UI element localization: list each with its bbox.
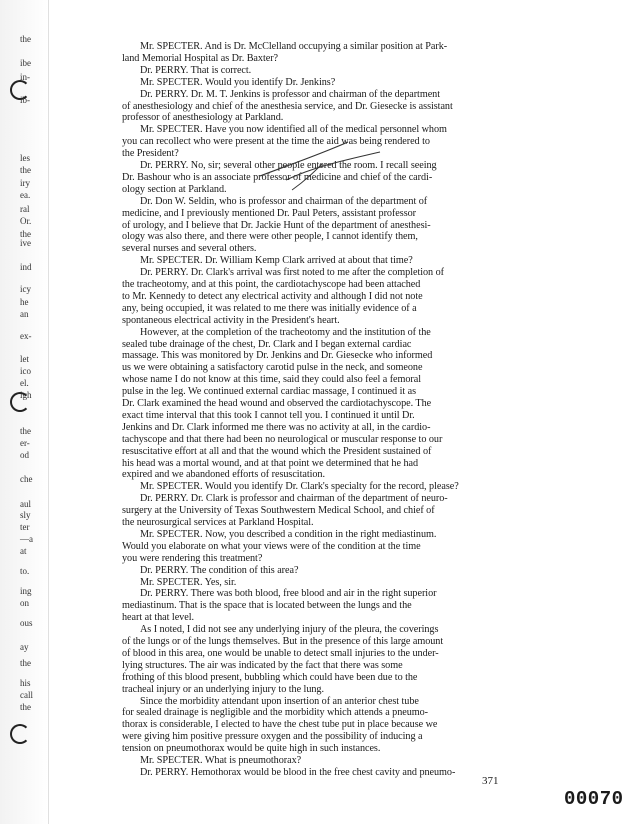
punch-hole-bottom [10, 724, 30, 744]
gutter-fragment: Or. [20, 216, 32, 226]
text-line: the neurosurgical services at Parkland Hospital. [122, 517, 314, 528]
text-line: Dr. PERRY. The condition of this area? [140, 564, 299, 576]
text-line: of urology, and I believe that Dr. Jackie Hunt of the department of anesthesi- [122, 219, 431, 231]
gutter-fragment: call [20, 690, 33, 700]
text-line: Mr. SPECTER. Have you now identified all of the medical personnel whom [140, 124, 447, 136]
text-line: were giving him positive pressure oxygen and the possibility of inducing a [122, 731, 423, 743]
page-number: 371 [482, 775, 499, 787]
text-line: Dr. Clark examined the head wound and observed the cardiotachyscope. The [122, 398, 432, 409]
text-line: Dr. PERRY. No, sir; several other people entered the room. I recall seeing [140, 160, 437, 171]
text-line: us we were obtaining a satisfactory carotid pulse in the neck, and someone [122, 362, 423, 374]
gutter-fragment: er- [20, 438, 30, 448]
gutter-fragment: icy [20, 284, 31, 294]
gutter-fragment: the [20, 658, 31, 668]
gutter-fragment: ea. [20, 190, 31, 200]
text-line: Dr. PERRY. Dr. M. T. Jenkins is professor and chairman of the department [140, 88, 441, 100]
gutter-fragment: at [20, 546, 27, 556]
text-line: Mr. SPECTER. What is pneumothorax? [140, 755, 302, 766]
gutter-fragment: to. [20, 566, 30, 576]
gutter-fragment: let [20, 354, 29, 364]
text-line: Dr. PERRY. There was both blood, free blood and air in the right superior [140, 588, 437, 600]
text-line: Mr. SPECTER. Would you identify Dr. Clark's specialty for the record, please? [140, 481, 459, 493]
text-line: tachyscope and that there had been no neurological or muscular response to our [122, 433, 443, 445]
text-line: his head was a mortal wound, and at that point we determined that he had [122, 457, 418, 469]
gutter-fragment: od [20, 450, 29, 460]
text-line: of blood in this area, one would be unable to detect small injuries to the under- [122, 647, 439, 659]
gutter-fragment: igh [20, 390, 32, 400]
text-line: professor of anesthesiology at Parkland. [122, 112, 284, 124]
gutter-fragment: —a [20, 534, 33, 544]
gutter-fragment: on [20, 598, 29, 608]
text-line: lying structures. The air was indicated by the fact that there was some [122, 659, 403, 671]
gutter-fragment: an [20, 309, 29, 319]
text-line: whose name I do not know at this time, said they could also feel a femoral [122, 374, 422, 386]
text-line: exact time interval that this took I cannot tell you. I continued it until Dr. [122, 409, 415, 421]
text-line: expired and we abandoned efforts of resuscitation. [122, 469, 325, 481]
gutter-fragment: the [20, 165, 31, 175]
text-line: sealed tube drainage of the chest, Dr. Clark and I began external cardiac [122, 338, 412, 350]
text-line: heart at that level. [122, 612, 194, 624]
pen-scribble-mark [256, 136, 396, 196]
text-line: for sealed drainage is negligible and the morbidity which attends a pneumo- [122, 707, 429, 719]
text-line: Dr. PERRY. Hemothorax would be blood in the free chest cavity and pneumo- [140, 766, 456, 778]
text-line: Mr. SPECTER. Now, you described a condition in the right mediastinum. [140, 528, 437, 540]
gutter-fragment: che [20, 474, 33, 484]
text-line: you can recollect who were present at the time the aid was being rendered to [122, 136, 430, 148]
text-line: land Memorial Hospital as Dr. Baxter? [122, 52, 279, 64]
gutter-fragment: the [20, 229, 31, 239]
gutter-fragment: in- [20, 72, 30, 82]
text-line: pulse in the leg. We continued external cardiac massage, I continued it as [122, 386, 417, 398]
text-line: Mr. SPECTER. Dr. William Kemp Clark arrived at about that time? [140, 255, 413, 267]
text-line: spontaneous electrical activity in the President's heart. [122, 314, 340, 326]
text-line: Dr. PERRY. That is correct. [140, 64, 252, 76]
text-line: Mr. SPECTER. And is Dr. McClelland occupying a similar position at Park- [140, 41, 448, 52]
gutter-fragment: ous [20, 618, 33, 628]
text-line: ology was also there, and there were other people, I cannot identify them, [122, 231, 418, 243]
gutter-fragment: his [20, 678, 31, 688]
text-line: medicine, and I previously mentioned Dr. Paul Peters, assistant professor [122, 207, 416, 219]
text-line: Mr. SPECTER. Yes, sir. [140, 576, 237, 588]
text-line: Since the morbidity attendant upon insertion of an anterior chest tube [140, 695, 419, 707]
text-line: Mr. SPECTER. Would you identify Dr. Jenkins? [140, 76, 336, 88]
text-line: frothing of this blood present, bubbling which could have been due to the [122, 671, 418, 683]
text-line: of the lungs or of the lungs themselves. But in the presence of this large amount [122, 636, 444, 647]
binding-gutter [0, 0, 49, 824]
text-line: Dr. PERRY. Dr. Clark is professor and chairman of the department of neuro- [140, 493, 448, 505]
gutter-fragment: ive [20, 238, 31, 248]
text-line: massage. This was monitored by Dr. Jenkins and Dr. Giesecke who informed [122, 350, 433, 362]
text-line: Dr. Don W. Seldin, who is professor and chairman of the department of [140, 195, 428, 207]
gutter-fragment: the [20, 702, 31, 712]
text-line: of anesthesiology and chief of the anesthesia service, and Dr. Giesecke is assistant [122, 100, 453, 112]
gutter-fragment: ral [20, 204, 30, 214]
text-line: several nurses and several others. [122, 243, 257, 255]
text-line: surgery at the University of Texas Southwestern Medical School, and chief of [122, 505, 435, 517]
gutter-fragment: el. [20, 378, 29, 388]
gutter-fragment: he [20, 297, 29, 307]
gutter-fragment: ex- [20, 331, 32, 341]
gutter-fragment: ter [20, 522, 30, 532]
gutter-fragment: ing [20, 586, 32, 596]
gutter-fragment: the [20, 34, 31, 44]
text-line: As I noted, I did not see any underlying injury of the pleura, the coverings [140, 624, 439, 636]
gutter-fragment: les [20, 153, 30, 163]
text-line: ology section at Parkland. [122, 183, 227, 195]
bates-number: 00070 [564, 788, 624, 810]
gutter-fragment: ind [20, 262, 32, 272]
gutter-fragment: sly [20, 510, 31, 520]
text-line: resuscitative effort at all and that the wound which the President sustained of [122, 445, 432, 457]
gutter-fragment: iry [20, 178, 30, 188]
text-line: Jenkins and Dr. Clark informed me there was no activity at all, in the cardio- [122, 421, 431, 433]
text-line: tracheal injury or an underlying injury to the lung. [122, 683, 324, 695]
text-line: thorax is considerable, I elected to have the chest tube put in place because we [122, 719, 438, 731]
text-line: Dr. PERRY. Dr. Clark's arrival was first noted to me after the completion of [140, 267, 444, 279]
gutter-fragment: ay [20, 642, 29, 652]
text-line: any, being occupied, it was related to me there was initially evidence of a [122, 302, 417, 314]
gutter-fragment: the [20, 426, 31, 436]
text-line: Dr. Bashour who is an associate professor of medicine and chief of the cardi- [122, 171, 433, 183]
text-line: the tracheotomy, and at this point, the cardiotachyscope had been attached [122, 279, 421, 290]
text-line: mediastinum. That is the space that is located between the lungs and the [122, 600, 412, 612]
text-line: Would you elaborate on what your views were of the condition at the time [122, 540, 421, 552]
text-line: the President? [122, 148, 179, 160]
gutter-fragment: aul [20, 499, 31, 509]
text-line: However, at the completion of the tracheotomy and the institution of the [140, 326, 431, 338]
text-line: you were rendering this treatment? [122, 552, 263, 564]
text-line: tension on pneumothorax would be quite high in such instances. [122, 743, 381, 755]
gutter-fragment: ibe [20, 58, 31, 68]
gutter-fragment: ib- [20, 95, 30, 105]
gutter-fragment: ico [20, 366, 31, 376]
text-line: to Mr. Kennedy to detect any electrical activity and although I did not note [122, 290, 423, 302]
